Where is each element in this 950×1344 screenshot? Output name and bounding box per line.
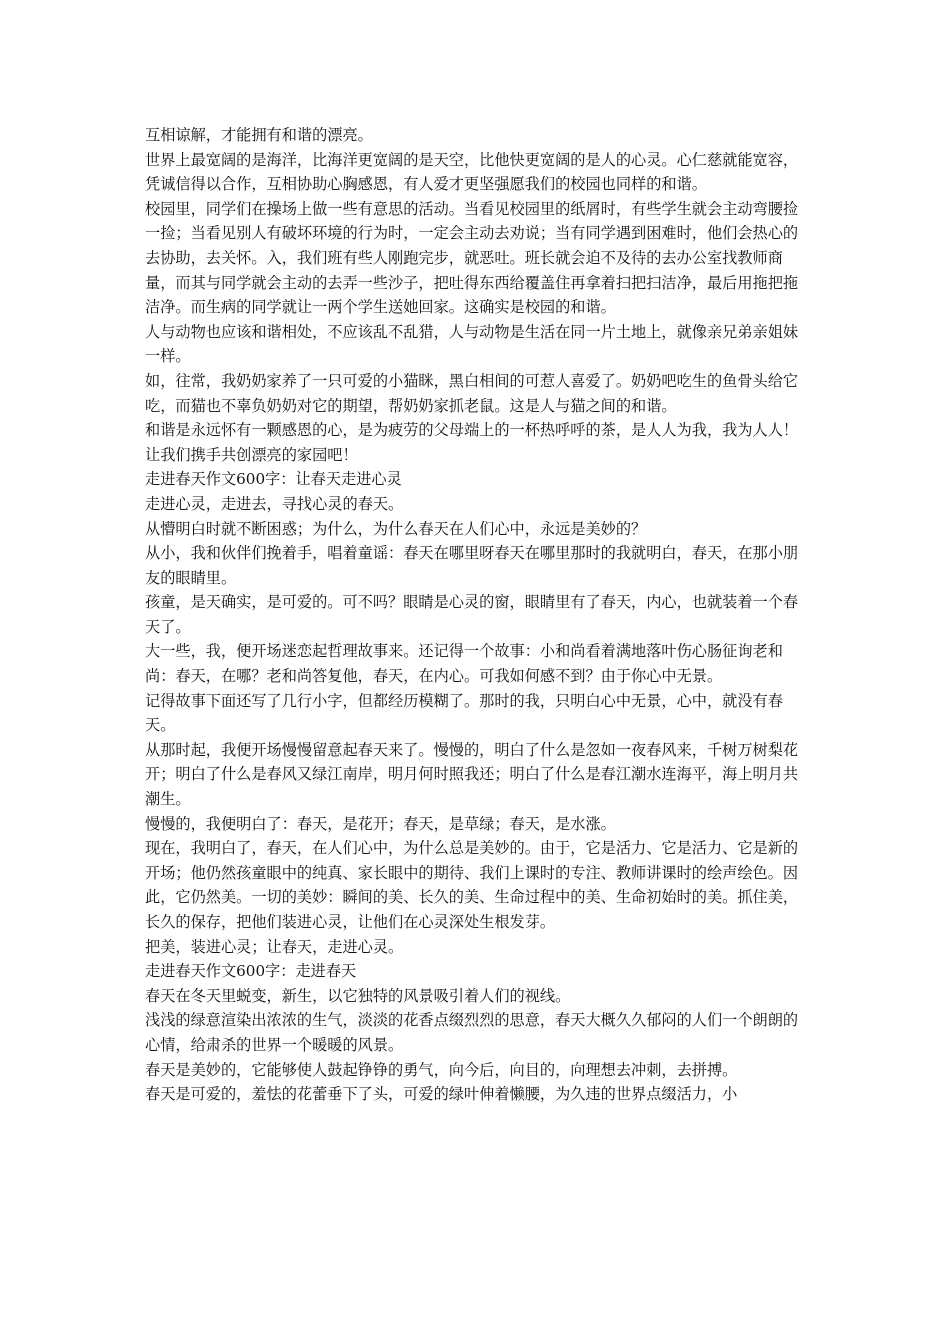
section-heading-1: 走进春天作文600字：让春天走进心灵 [145, 470, 402, 489]
paragraph-11: 从小，我和伙伴们挽着手，唱着童谣：春天在哪里呀春天在哪里那时的我就明白，春天，在那小朋友的眼睛里。 [145, 544, 799, 587]
paragraph-14: 记得故事下面还写了几行小字，但都经历模糊了。那时的我，只明白心中无景，心中，就没有春天。 [145, 691, 783, 735]
paragraph-5: 如，往常，我奶奶家养了一只可爱的小猫眯，黑白相间的可惹人喜爱了。奶奶吧吃生的鱼骨头给它吃，而猫也不辜负奶奶对它的期望，帮奶奶家抓老鼠。这是人与猫之间的和谐。 [145, 371, 799, 415]
paragraph-9: 走进心灵，走进去，寻找心灵的春天。 [145, 494, 404, 513]
paragraph-15: 从那时起，我便开场慢慢留意起春天来了。慢慢的，明白了什么是忽如一夜春风来，千树万树梨花开；明白了什么是春风又绿江南岸，明月何时照我还；明白了什么是春江潮水连海平，海上明月共潮生。 [145, 740, 799, 809]
paragraph-1: 互相谅解，才能拥有和谐的漂亮。 [145, 126, 373, 144]
paragraph-4: 人与动物也应该和谐相处，不应该乱不乱猎，人与动物是生活在同一片土地上，就像亲兄弟亲姐妹一样。 [145, 322, 799, 366]
document-body [145, 123, 810, 1107]
paragraph-7: 让我们携手共创漂亮的家园吧！ [145, 445, 358, 464]
paragraph-20: 春天在冬天里蜕变，新生，以它独特的风景吸引着人们的视线。 [145, 986, 571, 1005]
paragraph-12: 孩童，是天确实，是可爱的。可不吗？眼睛是心灵的窗，眼睛里有了春天，内心，也就装着一个春天了。 [145, 593, 799, 636]
paragraph-21: 浅浅的绿意渲染出浓浓的生气，淡淡的花香点缀烈烈的思意，春天大概久久郁闷的人们一个朗朗的心情，给肃杀的世界一个暖暖的风景。 [145, 1011, 799, 1054]
paragraph-3: 校园里，同学们在操场上做一些有意思的活动。当看见校园里的纸屑时，有些学生就会主动弯腰捡一捡；当看见别人有破坏环境的行为时，一定会主动去劝说；当有同学遇到困难时，他们会热心的去协助，去关怀。入，我们班有些人刚跑完步，就恶吐。班长就会迫不及待的去办公室找教师商量，而其与同学就会主动的去弄一些沙子，把吐得东西给覆盖住再拿着扫把扫洁净，最后用拖把拖洁净。而生病的同学就让一两个学生送她回家。这确实是校园的和谐。 [145, 199, 799, 317]
paragraph-23: 春天是可爱的，羞怯的花蕾垂下了头，可爱的绿叶伸着懒腰，为久违的世界点缀活力，小 [145, 1085, 738, 1104]
section-heading-2: 走进春天作文600字：走进春天 [145, 962, 357, 981]
paragraph-22: 春天是美妙的，它能够使人鼓起铮铮的勇气，向今后，向目的，向理想去冲刺，去拼搏。 [145, 1060, 738, 1079]
paragraph-10: 从懵明白时就不断困惑；为什么，为什么春天在人们心中，永远是美妙的？ [145, 519, 647, 538]
paragraph-2: 世界上最宽阔的是海洋，比海洋更宽阔的是天空，比他快更宽阔的是人的心灵。心仁慈就能宽容，凭诚信得以合作，互相协助心胸感恩，有人爱才更坚强愿我们的校园也同样的和谐。 [145, 150, 799, 194]
paragraph-17: 现在，我明白了，春天，在人们心中，为什么总是美妙的。由于，它是活力、它是活力、它是新的开场；他仍然孩童眼中的纯真、家长眼中的期待、我们上课时的专注、教师讲课时的绘声绘色。因此，它仍然美。一切的美妙：瞬间的美、长久的美、生命过程中的美、生命初始时的美。抓住美，长久的保存，把他们装进心灵，让他们在心灵深处生根发芽。 [145, 839, 799, 931]
paragraph-6: 和谐是永远怀有一颗感恩的心，是为疲劳的父母端上的一杯热呼呼的茶，是人人为我，我为人人！ [145, 421, 799, 440]
paragraph-13: 大一些，我，便开场迷恋起哲理故事来。还记得一个故事：小和尚看着满地落叶伤心肠征询老和尚：春天，在哪？老和尚答复他，春天，在内心。可我如何感不到？由于你心中无景。 [145, 642, 783, 686]
paragraph-16: 慢慢的，我便明白了：春天，是花开；春天，是草绿；春天，是水涨。 [145, 814, 616, 833]
paragraph-18: 把美，装进心灵；让春天，走进心灵。 [145, 937, 404, 956]
